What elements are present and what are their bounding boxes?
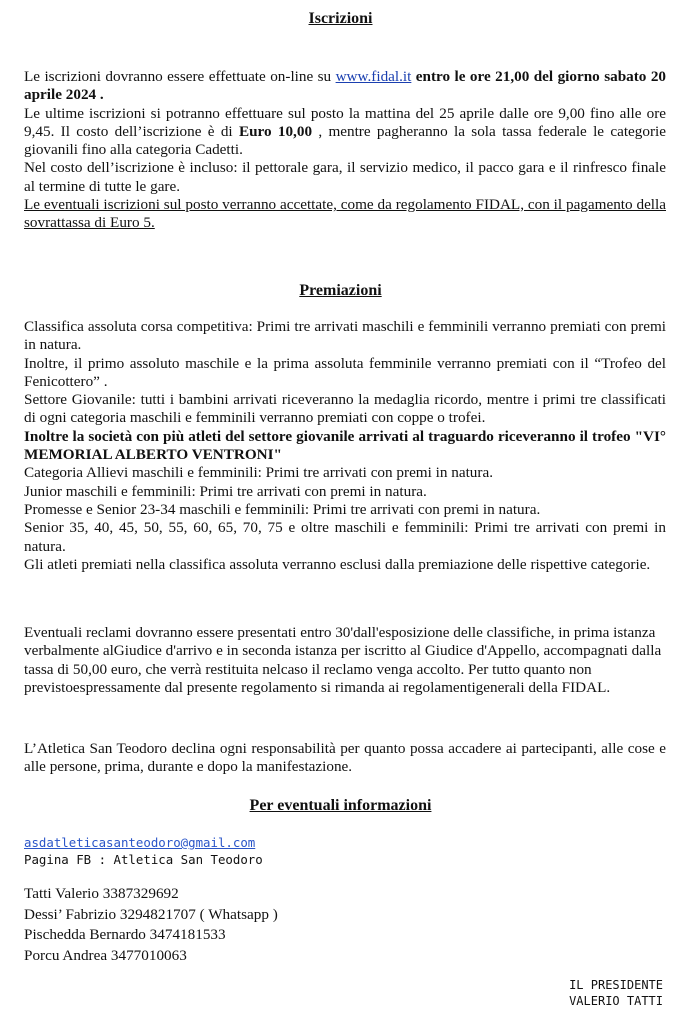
signature-role: IL PRESIDENTE <box>569 978 663 992</box>
iscrizioni-onsite-text: Le ultime iscrizioni si potranno effettuare sul posto la mattina del 25 aprile dalle ore 9,00 fino alle ore 9,45. Il costo dell’iscrizione è di <box>24 104 666 140</box>
premiazioni-senior: Senior 35, 40, 45, 50, 55, 60, 65, 70, 75 e oltre maschili e femminili: Primi tre arrivati con premi in natura. <box>24 519 666 555</box>
iscrizioni-onsite-text-2: , mentre pagheranno la sola tassa federale le categorie giovanili fino alla categoria Cadetti. <box>24 122 666 159</box>
premiazioni-promesse: Promesse e Senior 23-34 maschili e femminili: Primi tre arrivati con premi in natura. <box>24 500 541 518</box>
premiazioni-title: Premiazioni <box>299 282 382 299</box>
iscrizioni-paragraph-online <box>24 68 666 105</box>
contact-item: Pischedda Bernardo 3474181533 <box>24 926 226 943</box>
iscrizioni-paragraph-surcharge: Le eventuali iscrizioni sul posto verranno accettate, come da regolamento FIDAL, con il pagamento della sovrattassa di Euro 5. <box>24 196 666 232</box>
contact-item: Tatti Valerio 3387329692 <box>24 885 179 902</box>
facebook-page: Pagina FB : Atletica San Teodoro <box>24 852 263 867</box>
premiazioni-junior: Junior maschili e femminili: Primi tre arrivati con premi in natura. <box>24 482 427 500</box>
iscrizioni-paragraph-included: Nel costo dell’iscrizione è incluso: il pettorale gara, il servizio medico, il pacco gara e il rinfresco finale al termine di tutte le gare. <box>24 159 666 195</box>
signature-name: VALERIO TATTI <box>569 994 663 1008</box>
email-link[interactable]: asdatleticasanteodoro@gmail.com <box>24 835 256 850</box>
contact-item: Dessi’ Fabrizio 3294821707 ( Whatsapp ) <box>24 905 278 923</box>
contacts-list <box>24 884 278 966</box>
signature <box>569 977 663 1009</box>
premiazioni-giovanile: Settore Giovanile: tutti i bambini arrivati riceveranno la medaglia ricordo, mentre i primi tre classificati di ogni categoria maschili e femminili verranno premiati con coppe o trofei. <box>24 391 666 427</box>
responsabilita-paragraph: L’Atletica San Teodoro declina ogni responsabilità per quanto possa accadere ai partecipanti, alle cose e alle persone, prima, durante e dopo la manifestazione. <box>24 740 666 776</box>
iscrizioni-section <box>24 68 666 233</box>
premiazioni-trofeo: Inoltre, il primo assoluto maschile e la prima assoluta femminile verranno premiati con il “Trofeo del Fenicottero” . <box>24 354 666 390</box>
premiazioni-memorial: Inoltre la società con più atleti del settore giovanile arrivati al traguardo riceveranno il trofeo "VI° MEMORIAL ALBERTO VENTRONI" <box>24 427 666 464</box>
premiazioni-esclusione: Gli atleti premiati nella classifica assoluta verranno esclusi dalla premiazione delle rispettive categorie. <box>24 555 651 573</box>
fidal-link[interactable]: www.fidal.it <box>335 68 412 85</box>
premiazioni-assoluta: Classifica assoluta corsa competitiva: Primi tre arrivati maschili e femminili verranno premiati con premi in natura. <box>24 318 666 354</box>
contact-item: Porcu Andrea 3477010063 <box>24 946 187 964</box>
iscrizioni-price: Euro 10,00 <box>238 122 313 140</box>
iscrizioni-title: Iscrizioni <box>308 10 373 27</box>
premiazioni-section <box>24 318 666 574</box>
info-title: Per eventuali informazioni <box>249 797 432 814</box>
info-online <box>24 834 263 868</box>
reclami-paragraph: Eventuali reclami dovranno essere presentati entro 30'dall'esposizione delle classifiche, in prima istanza verbalmente alGiudice d'arrivo e in seconda istanza per iscritto al Giudice d'Appello, accompagnati dalla tassa di 50,00 euro, che verrà restituita nelcaso il reclamo venga accolto. Per tutto quanto non previstoespressamente dal presente regolamento si rimanda ai regolamentigenerali della FIDAL. <box>24 624 662 696</box>
iscrizioni-paragraph-onsite <box>24 105 666 160</box>
iscrizioni-deadline: entro le ore 21,00 del giorno sabato 20 aprile 2024 . <box>24 68 667 104</box>
premiazioni-allievi: Categoria Allievi maschili e femminili: Primi tre arrivati con premi in natura. <box>24 464 493 482</box>
iscrizioni-online-text: Le iscrizioni dovranno essere effettuate on-line su <box>24 68 336 85</box>
